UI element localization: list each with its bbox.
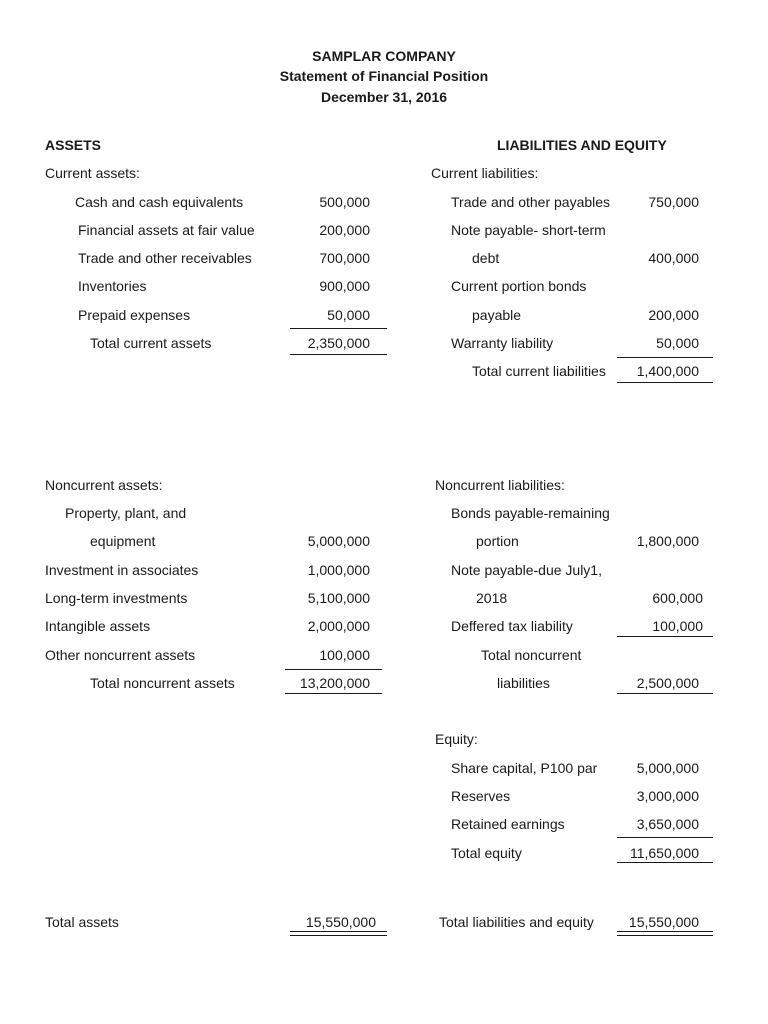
total-equity-value: 11,650,000: [629, 845, 699, 861]
total-current-assets-value: 2,350,000: [307, 335, 370, 351]
total-rule: [617, 862, 713, 863]
liability-item-label: 2018: [476, 590, 508, 606]
statement-title: Statement of Financial Position: [279, 68, 489, 84]
liability-item-label: Bonds payable-remaining: [451, 505, 610, 521]
asset-item-value: 50,000: [327, 307, 370, 323]
equity-item-value: 5,000,000: [636, 760, 699, 776]
asset-item-value: 200,000: [319, 222, 370, 238]
asset-item-value: 5,100,000: [307, 590, 370, 606]
liability-item-value: 600,000: [652, 590, 703, 606]
asset-item-value: 900,000: [319, 278, 370, 294]
liability-item-label: debt: [472, 250, 500, 266]
total-current-liabilities-value: 1,400,000: [636, 363, 699, 379]
asset-item-value: 500,000: [319, 194, 370, 210]
asset-item-label: Inventories: [78, 278, 147, 294]
equity-item-label: Retained earnings: [451, 816, 565, 832]
asset-item-label: Prepaid expenses: [78, 307, 191, 323]
liability-item-value: 1,800,000: [636, 533, 699, 549]
equity-label: Equity:: [435, 731, 478, 747]
total-assets-label: Total assets: [45, 914, 119, 930]
total-noncurrent-liabilities-label: liabilities: [497, 675, 550, 691]
total-noncurrent-assets-label: Total noncurrent assets: [90, 675, 235, 691]
liability-item-value: 400,000: [648, 250, 699, 266]
total-rule: [617, 382, 713, 383]
noncurrent-assets-label: Noncurrent assets:: [45, 477, 163, 493]
double-rule: [617, 935, 713, 936]
liability-item-label: Trade and other payables: [451, 194, 611, 210]
total-assets-value: 15,550,000: [305, 914, 376, 930]
current-assets-label: Current assets:: [45, 165, 140, 181]
double-rule: [290, 935, 387, 936]
asset-item-label: Property, plant, and: [65, 505, 187, 521]
liability-item-label: Note payable-due July1,: [451, 562, 602, 578]
liability-item-label: portion: [476, 533, 519, 549]
liability-item-label: payable: [472, 307, 522, 323]
total-noncurrent-liabilities-value: 2,500,000: [636, 675, 699, 691]
liability-item-label: Current portion bonds: [451, 278, 587, 294]
asset-item-label: Trade and other receivables: [78, 250, 252, 266]
subtotal-rule: [617, 837, 713, 838]
liability-item-value: 200,000: [648, 307, 699, 323]
statement-date: December 31, 2016: [320, 89, 448, 105]
asset-item-label: Cash and cash equivalents: [75, 194, 244, 210]
total-rule: [617, 693, 713, 694]
equity-item-value: 3,000,000: [636, 788, 699, 804]
equity-item-label: Reserves: [451, 788, 511, 804]
total-current-liabilities-label: Total current liabilities: [472, 363, 606, 379]
subtotal-rule: [617, 636, 713, 637]
asset-item-label: equipment: [90, 533, 156, 549]
asset-item-value: 700,000: [319, 250, 370, 266]
asset-item-value: 5,000,000: [307, 533, 370, 549]
asset-item-value: 1,000,000: [307, 562, 370, 578]
equity-item-label: Share capital, P100 par: [451, 760, 598, 776]
asset-item-value: 2,000,000: [307, 618, 370, 634]
liabilities-heading: LIABILITIES AND EQUITY: [497, 137, 667, 153]
equity-item-value: 3,650,000: [636, 816, 699, 832]
liability-item-value: 750,000: [648, 194, 699, 210]
noncurrent-liabilities-label: Noncurrent liabilities:: [435, 477, 565, 493]
liability-item-label: Note payable- short-term: [451, 222, 606, 238]
liability-item-value: 50,000: [656, 335, 699, 351]
asset-item-label: Investment in associates: [45, 562, 199, 578]
double-rule: [617, 931, 713, 932]
total-liabilities-equity-value: 15,550,000: [628, 914, 699, 930]
total-noncurrent-assets-value: 13,200,000: [299, 675, 370, 691]
total-rule: [290, 354, 387, 355]
total-current-assets-label: Total current assets: [90, 335, 212, 351]
subtotal-rule: [290, 328, 387, 329]
company-name: SAMPLAR COMPANY: [312, 48, 456, 64]
asset-item-label: Intangible assets: [45, 618, 151, 634]
subtotal-rule: [617, 357, 713, 358]
subtotal-rule: [285, 669, 382, 670]
liability-item-value: 100,000: [652, 618, 703, 634]
double-rule: [290, 931, 387, 932]
assets-heading: ASSETS: [45, 137, 102, 153]
total-liabilities-equity-label: Total liabilities and equity: [439, 914, 594, 930]
asset-item-label: Financial assets at fair value: [78, 222, 255, 238]
asset-item-label: Long-term investments: [45, 590, 188, 606]
total-noncurrent-liabilities-label: Total noncurrent: [481, 647, 582, 663]
total-rule: [285, 693, 382, 694]
asset-item-value: 100,000: [319, 647, 370, 663]
liability-item-label: Deffered tax liability: [451, 618, 573, 634]
liability-item-label: Warranty liability: [451, 335, 554, 351]
total-equity-label: Total equity: [451, 845, 522, 861]
current-liabilities-label: Current liabilities:: [431, 165, 539, 181]
asset-item-label: Other noncurrent assets: [45, 647, 196, 663]
